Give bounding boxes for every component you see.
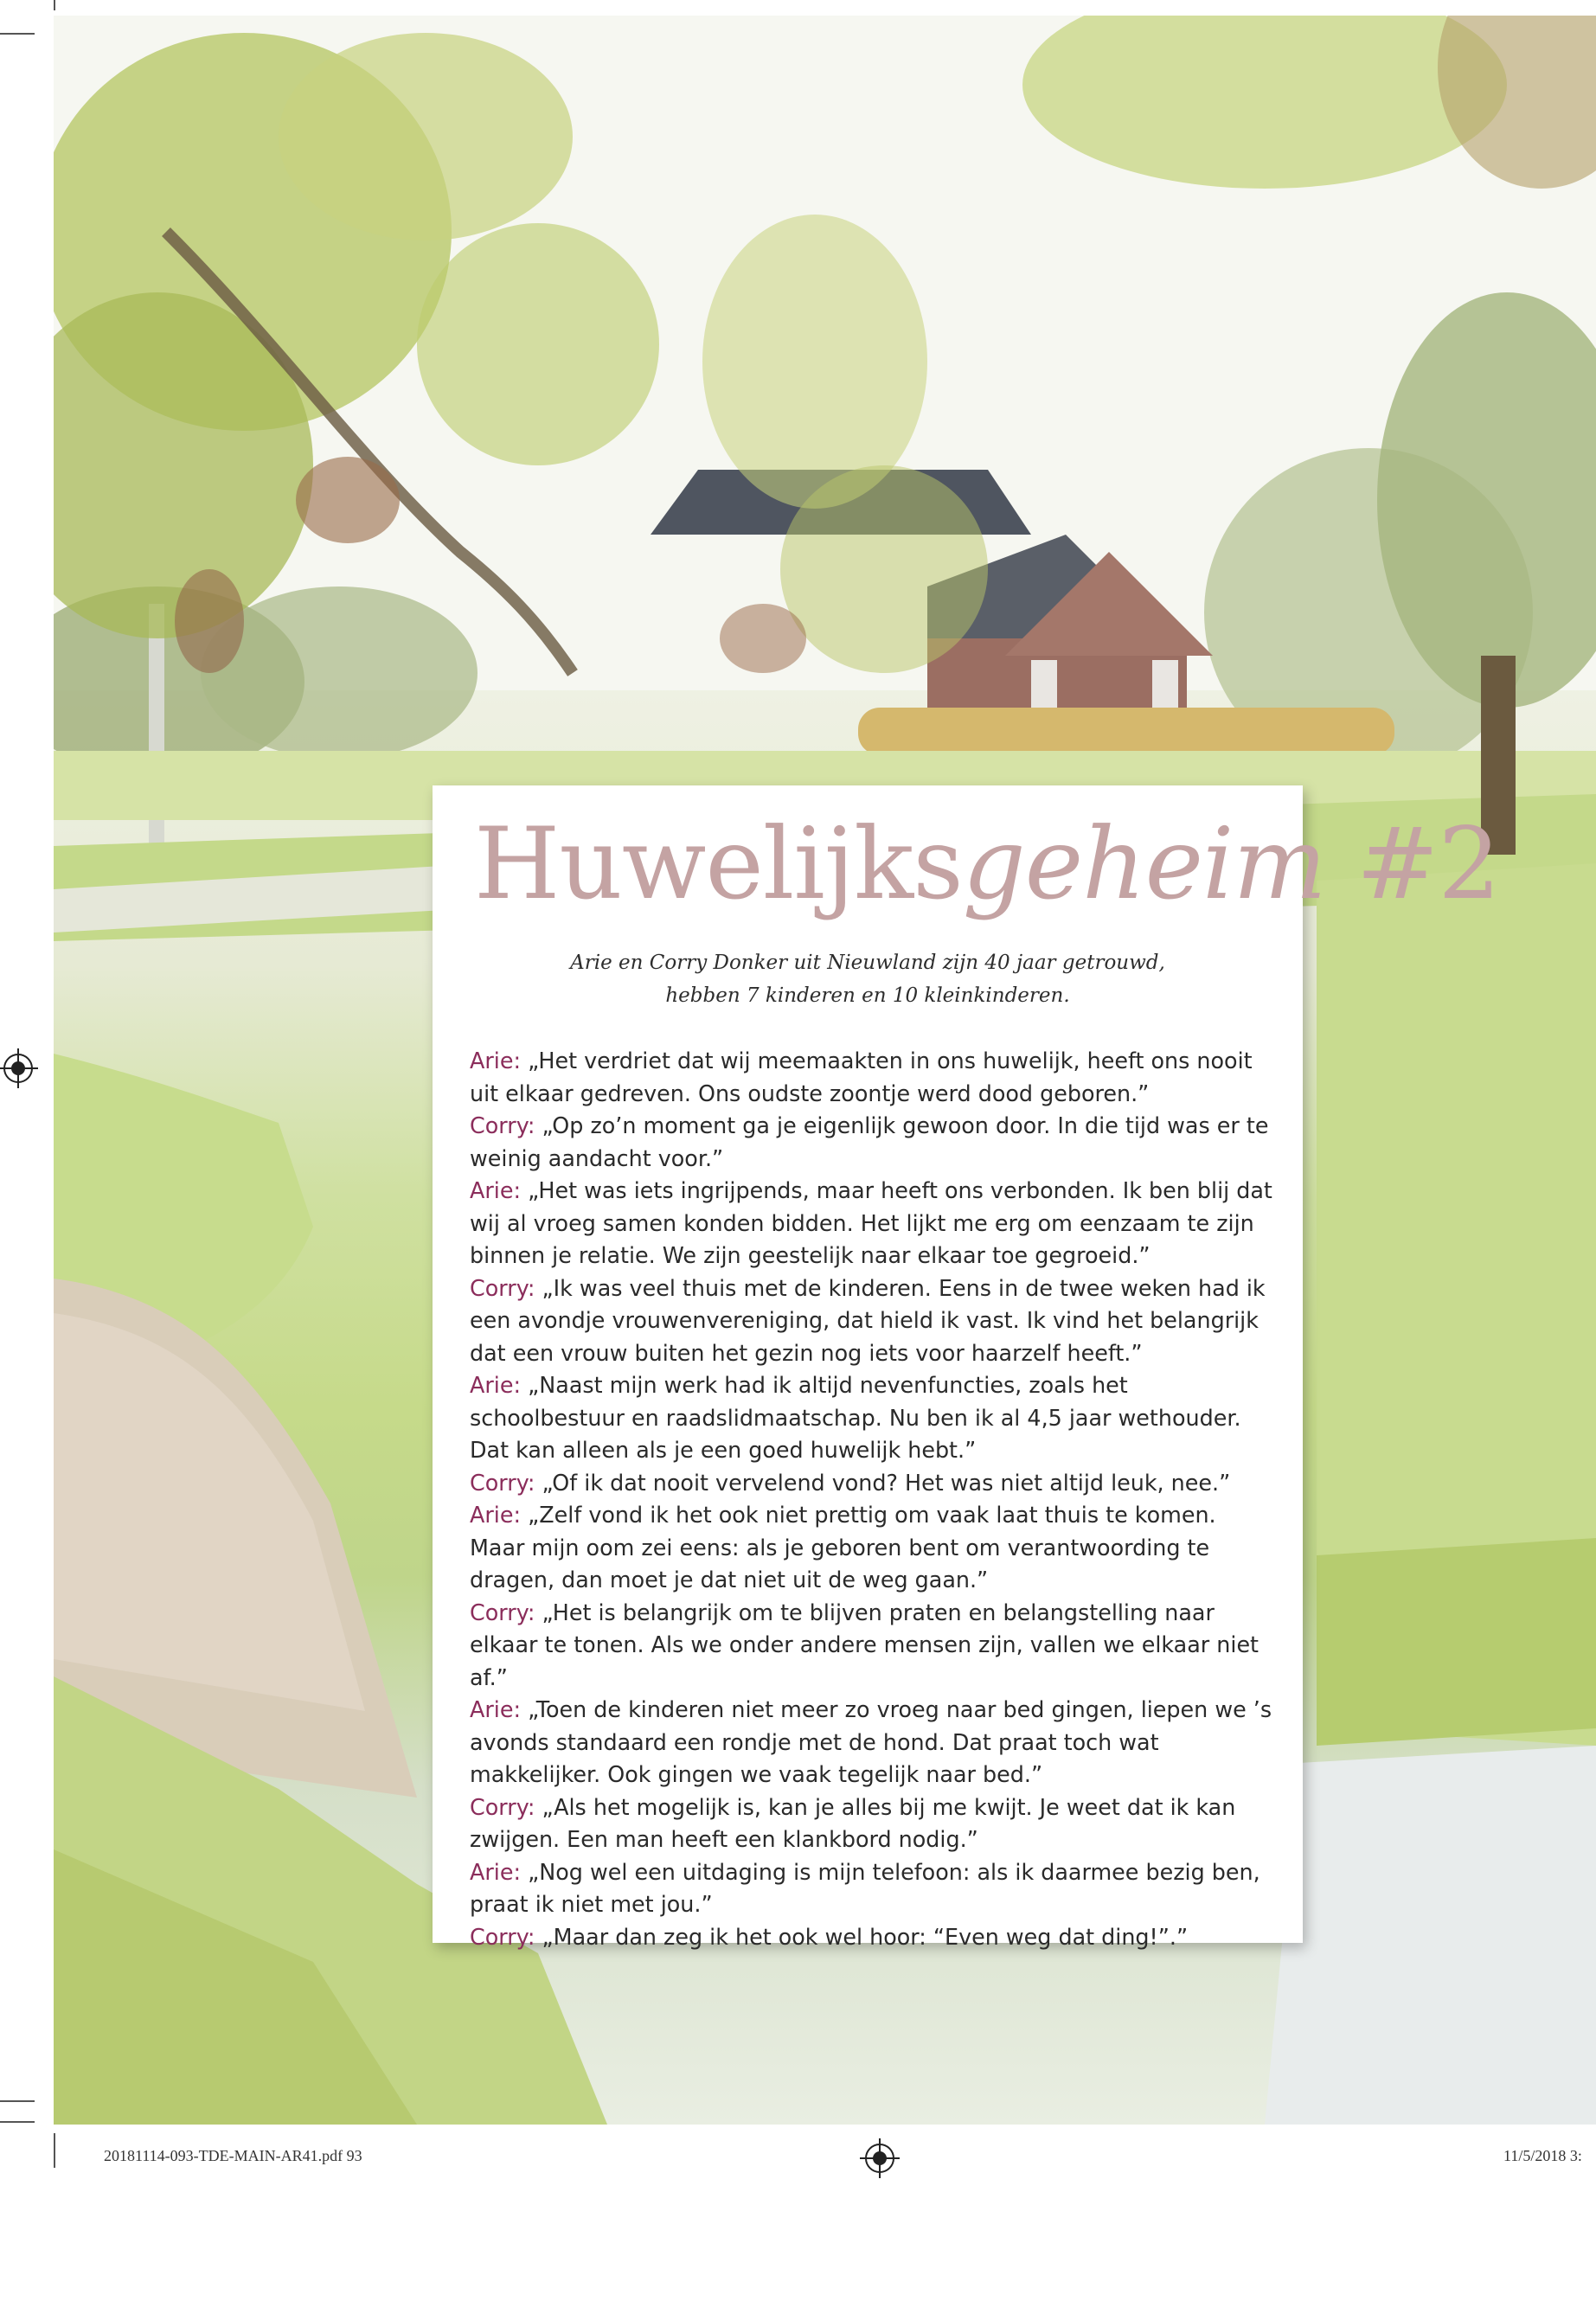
- registration-mark-left-icon: [3, 1054, 33, 1083]
- speaker-name: Corry:: [470, 1793, 535, 1820]
- article-title: [474, 806, 1500, 921]
- footer-date: 11/5/2018 3:: [1503, 2147, 1582, 2164]
- dialogue-text: „Toen de kinderen niet meer zo vroeg naar bed gingen, liepen we ’s avonds standaard een rondje met de hond. Dat praat toch wat makkelijker. Ook gingen we vaak tegelijk naar bed.”: [470, 1696, 1272, 1787]
- speaker-name: Corry:: [470, 1274, 535, 1301]
- crop-mark-bottom-left-v: [54, 2133, 55, 2168]
- speaker-name: Arie:: [470, 1372, 522, 1398]
- dialogue-text: „Zelf vond ik het ook niet prettig om vaak laat thuis te komen. Maar mijn oom zei eens: als je geboren bent om verantwoording te dragen, dan moet je dat niet uit de weg gaan.”: [470, 1502, 1216, 1593]
- dialogue-line: [470, 1175, 1274, 1272]
- registration-mark-bottom-icon: [865, 2144, 894, 2173]
- dialogue-line: [470, 1110, 1274, 1175]
- dialogue-text: „Het is belangrijk om te blijven praten en belangstelling naar elkaar te tonen. Als we onder andere mensen zijn, vallen we elkaar niet af.”: [470, 1599, 1259, 1690]
- speaker-name: Corry:: [470, 1923, 535, 1950]
- speaker-name: Corry:: [470, 1112, 535, 1138]
- dialogue-line: [470, 1272, 1274, 1370]
- dialogue-text: „Naast mijn werk had ik altijd nevenfuncties, zoals het schoolbestuur en raadslidmaatschap. Nu ben ik al 4,5 jaar wethouder. Dat kan alleen als je een goed huwelijk hebt.”: [470, 1372, 1241, 1463]
- dialogue-line: [470, 1856, 1274, 1921]
- crop-mark-top-left-v: [54, 0, 55, 10]
- crop-mark-bottom-left-h: [0, 2100, 35, 2102]
- article-body: [470, 1045, 1274, 1953]
- speaker-name: Arie:: [470, 1696, 522, 1722]
- dialogue-text: „Als het mogelijk is, kan je alles bij me kwijt. Je weet dat ik kan zwijgen. Een man heeft een klankbord nodig.”: [470, 1793, 1236, 1852]
- dialogue-line: [470, 1499, 1274, 1597]
- title-italic: geheim: [962, 806, 1326, 921]
- article-intro: [467, 946, 1268, 1012]
- speaker-name: Arie:: [470, 1858, 522, 1885]
- dialogue-text: „Nog wel een uitdaging is mijn telefoon: als ik daarmee bezig ben, praat ik niet met jou.”: [470, 1858, 1260, 1917]
- dialogue-line: [470, 1045, 1274, 1110]
- dialogue-text: „Of ik dat nooit vervelend vond? Het was niet altijd leuk, nee.”: [535, 1469, 1231, 1496]
- speaker-name: Arie:: [470, 1502, 522, 1528]
- dialogue-line: [470, 1369, 1274, 1467]
- title-roman: Huwelijks: [474, 806, 963, 921]
- dialogue-line: [470, 1597, 1274, 1695]
- speaker-name: Arie:: [470, 1048, 522, 1074]
- crop-mark-top-left-h: [0, 33, 35, 35]
- dialogue-line: [470, 1467, 1274, 1500]
- article-panel: [433, 785, 1500, 1950]
- dialogue-text: „Maar dan zeg ik het ook wel hoor: “Even weg dat ding!”.”: [535, 1923, 1189, 1950]
- dialogue-line: [470, 1694, 1274, 1791]
- dialogue-line: [470, 1791, 1274, 1856]
- speaker-name: Corry:: [470, 1469, 535, 1496]
- speaker-name: Corry:: [470, 1599, 535, 1625]
- intro-line: Arie en Corry Donker uit Nieuwland zijn 40 jaar getrouwd,: [570, 952, 1165, 974]
- intro-line: hebben 7 kinderen en 10 kleinkinderen.: [665, 984, 1070, 1007]
- crop-mark-bottom-left-h2: [0, 2121, 35, 2123]
- dialogue-text: „Het was iets ingrijpends, maar heeft ons verbonden. Ik ben blij dat wij al vroeg samen konden bidden. Het lijkt me erg om eenzaam te zijn binnen je relatie. We zijn geestelijk naar elkaar toe gegroeid.”: [470, 1177, 1272, 1268]
- dialogue-text: „Ik was veel thuis met de kinderen. Eens in de twee weken had ik een avondje vrouwenvereniging, dat hield ik vast. Ik vind het belangrijk dat een vrouw buiten het gezin nog iets voor haarzelf heeft.”: [470, 1274, 1266, 1366]
- dialogue-text: „Op zo’n moment ga je eigenlijk gewoon door. In die tijd was er te weinig aandacht voor.”: [470, 1112, 1269, 1171]
- title-number: #2: [1325, 806, 1500, 921]
- footer-filename: 20181114-093-TDE-MAIN-AR41.pdf 93: [104, 2147, 362, 2164]
- dialogue-text: „Het verdriet dat wij meemaakten in ons huwelijk, heeft ons nooit uit elkaar gedreven. Ons oudste zoontje werd dood geboren.”: [470, 1048, 1253, 1106]
- speaker-name: Arie:: [470, 1177, 522, 1203]
- dialogue-line: [470, 1921, 1274, 1954]
